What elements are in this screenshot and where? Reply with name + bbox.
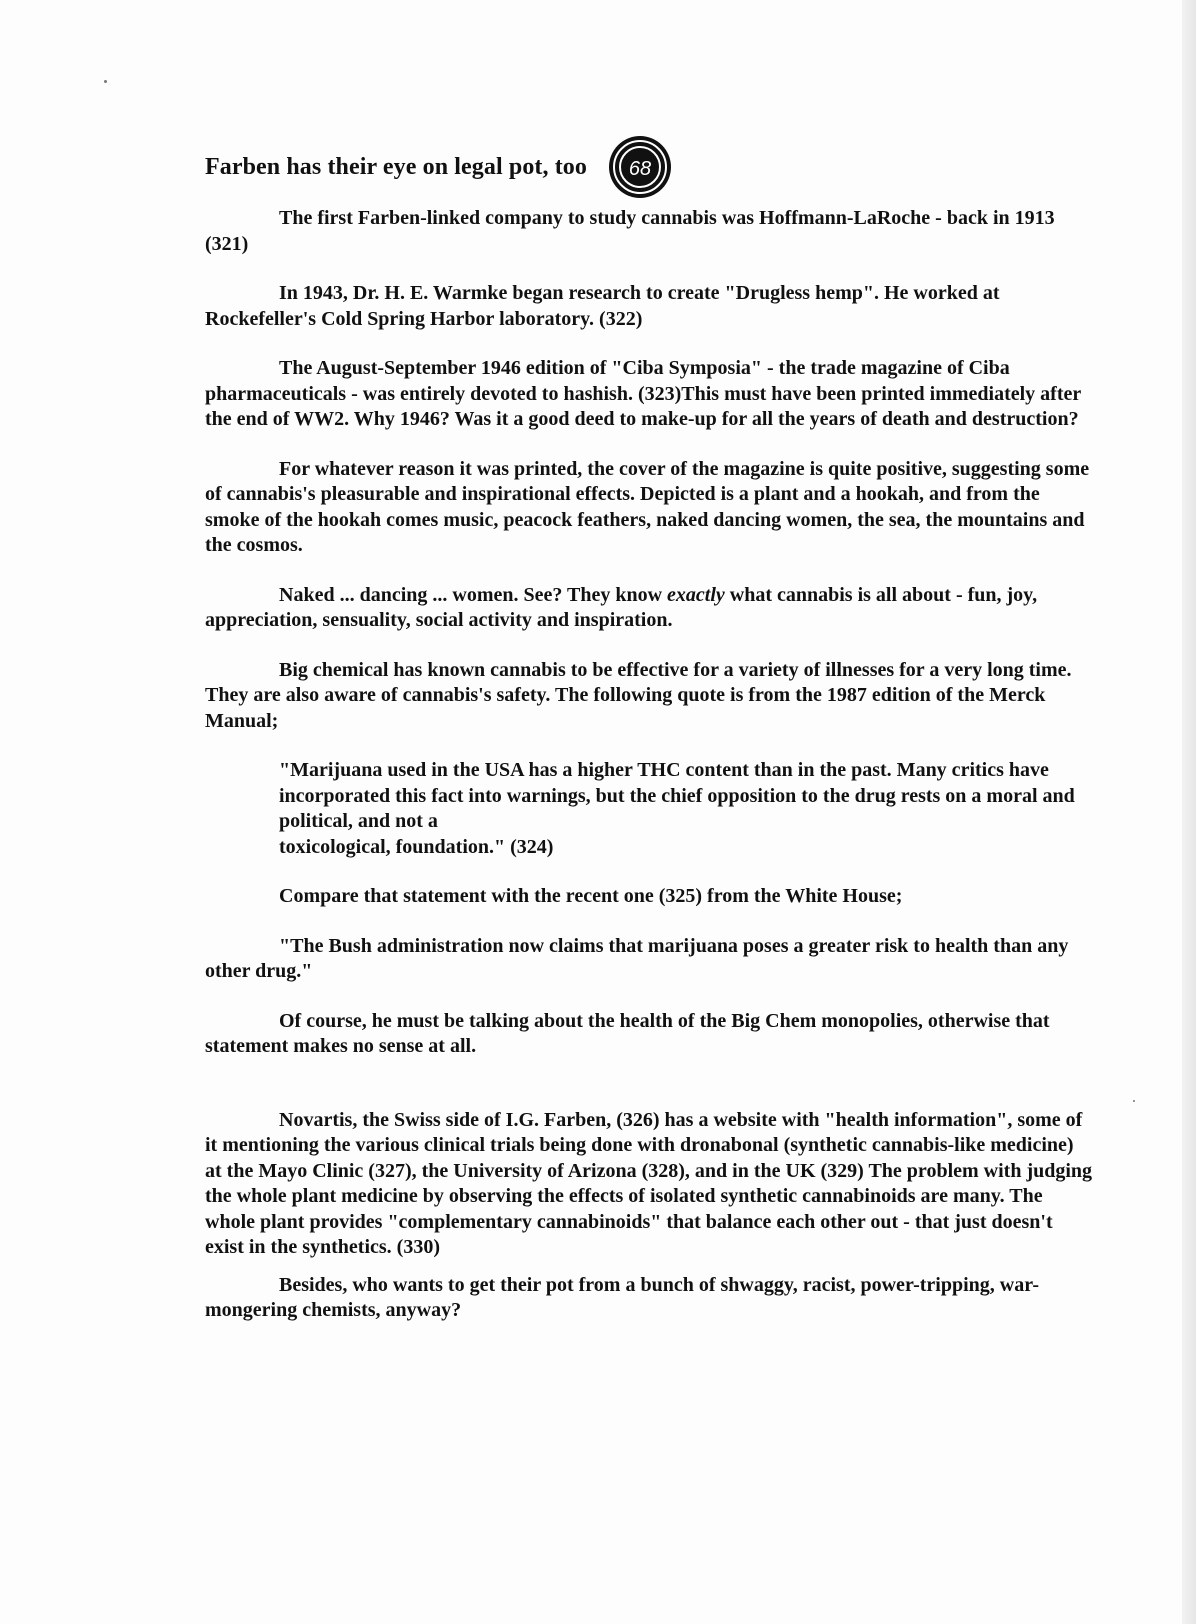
document-body [205, 206, 1095, 1348]
paragraph [205, 583, 1095, 634]
text-run: what cannabis is all about - fun, joy, appreciation, sensuality, social activity and inspiration. [205, 583, 1038, 631]
paragraph: "The Bush administration now claims that marijuana poses a greater risk to health than any other drug." [205, 934, 1069, 982]
paragraph: Besides, who wants to get their pot from a bunch of shwaggy, racist, power-tripping, war-mongering chemists, anyway? [205, 1273, 1039, 1321]
paragraph: Of course, he must be talking about the health of the Big Chem monopolies, otherwise that statement makes no sense at all. [205, 1009, 1050, 1057]
paragraph: The first Farben-linked company to study cannabis was Hoffmann-LaRoche - back in 1913 (321) [205, 207, 1055, 255]
quote-text: "Marijuana used in the USA has a higher THC content than in the past. Many critics have incorporated this fact into warnings, but the chief opposition to the drug rests on a moral and political, and not a [279, 759, 1075, 832]
scan-edge [1182, 0, 1196, 1624]
paragraph: The August-September 1946 edition of "Ciba Symposia" - the trade magazine of Ciba pharmaceuticals - was entirely devoted to hashish. (323)This must have been printed immediately after the end of WW2. Why 1946? Was it a good deed to make-up for all the years of death and destruction? [205, 357, 1081, 430]
page-number: 68 [628, 158, 652, 180]
paragraph: Big chemical has known cannabis to be effective for a variety of illnesses for a very long time. They are also aware of cannabis's safety. The following quote is from the 1987 edition of the Merck Manual; [205, 658, 1072, 732]
scan-speck [104, 80, 107, 83]
paragraph: For whatever reason it was printed, the cover of the magazine is quite positive, suggesting some of cannabis's pleasurable and inspirational effects. Depicted is a plant and a hookah, and from the smoke of the hookah comes music, peacock feathers, naked dancing women, the sea, the mountains and the cosmos. [205, 457, 1090, 556]
paragraph: Novartis, the Swiss side of I.G. Farben, (326) has a website with "health information", some of it mentioning the various clinical trials being done with dronabonal (synthetic cannabis-like medicine) at the Mayo Clinic (327), the University of Arizona (328), and in the UK (329) The problem with judging the whole plant medicine by observing the effects of isolated synthetic cannabinoids are many. The whole plant provides "complementary cannabinoids" that balance each other out - that just doesn't exist in the synthetics. (330) [205, 1108, 1093, 1258]
paragraph: In 1943, Dr. H. E. Warmke began research to create "Drugless hemp". He worked at Rockefeller's Cold Spring Harbor laboratory. (322) [205, 282, 1000, 330]
emphasis-text: exactly [667, 583, 725, 606]
scan-speck [1133, 1100, 1135, 1102]
paragraph: Compare that statement with the recent one (325) from the White House; [279, 885, 903, 907]
text-run: Naked ... dancing ... women. See? They know [279, 583, 668, 606]
title-row [205, 134, 673, 200]
page-title: Farben has their eye on legal pot, too [205, 153, 587, 180]
page-number-badge [607, 134, 673, 200]
quote-text: toxicological, foundation." (324) [279, 835, 554, 858]
block-quote [279, 758, 1095, 860]
